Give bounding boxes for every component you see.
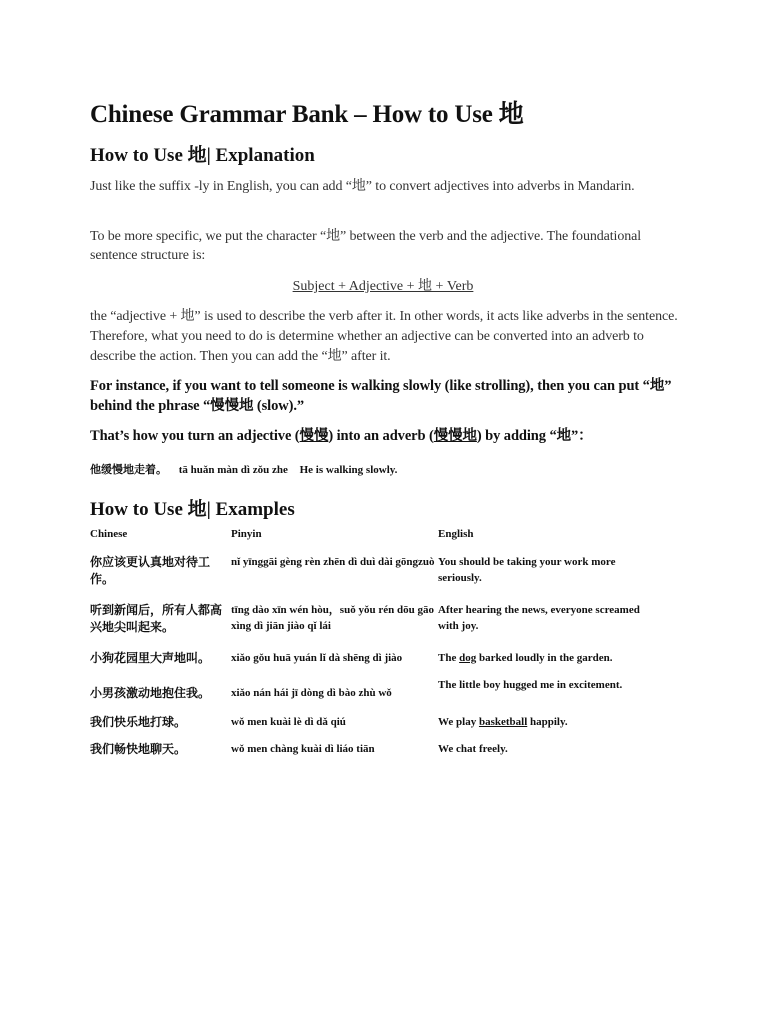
cell-english: We chat freely. — [438, 743, 508, 755]
cell-chinese: 小狗花园里大声地叫。 — [90, 651, 211, 665]
table-row — [90, 554, 654, 602]
cell-chinese: 听到新闻后，所有人都高兴地尖叫起来。 — [90, 603, 223, 634]
cell-english-post: happily. — [527, 716, 568, 728]
cell-chinese — [90, 677, 231, 714]
example-english: He is walking slowly. — [299, 464, 398, 476]
table-row — [90, 741, 654, 768]
cell-english — [438, 714, 654, 741]
structure-formula: Subject + Adjective + 地 + Verb — [292, 279, 474, 294]
cell-english-underlined: dog — [459, 652, 477, 664]
cell-pinyin: tīng dào xīn wén hòu，suǒ yǒu rén dōu gāo xìng dì jiān jiào qǐ lái — [231, 604, 434, 632]
page-title: Chinese Grammar Bank – How to Use 地 — [90, 101, 524, 128]
example-chinese: 他缓慢地走着。 — [90, 464, 167, 476]
bold-text-mid: ) into an adverb ( — [328, 428, 434, 444]
cell-chinese: 我们畅快地聊天。 — [90, 742, 187, 756]
paragraph-adjective: the “adjective + 地” is used to describe the verb after it. In other words, it acts like adverbs in the sentence. Therefore, what you need to do is determine whether an adjective can be converted into an adverb to describe the action. Then you can add the “地” after it. — [90, 309, 678, 364]
cell-pinyin: wǒ men kuài lè dì dǎ qiú — [231, 716, 346, 728]
bold-text-adverb: 慢慢地 — [433, 428, 477, 444]
cell-pinyin-text: xiǎo nán hái jī dòng dì bào zhù wǒ — [231, 687, 392, 699]
bold-paragraph-instance: For instance, if you want to tell someone is walking slowly (like strolling), then you can put “地” behind the phrase “慢慢地 (slow).” — [90, 378, 672, 414]
cell-pinyin — [231, 677, 438, 714]
examples-heading: How to Use 地| Examples — [90, 499, 295, 520]
cell-english-post: barked loudly in the garden. — [476, 652, 613, 664]
cell-chinese: 你应该更认真地对待工作。 — [90, 555, 211, 586]
paragraph-specific: To be more specific, we put the character “地” between the verb and the adjective. The foundational sentence structure is: — [90, 229, 642, 263]
explanation-heading: How to Use 地| Explanation — [90, 145, 315, 166]
table-row — [90, 677, 654, 714]
example-pinyin: tā huǎn màn dì zǒu zhe — [178, 464, 288, 476]
cell-english: After hearing the news, everyone screamed with joy. — [438, 604, 640, 632]
table-row — [90, 602, 654, 650]
cell-chinese-text: 小男孩激动地抱住我。 — [90, 686, 211, 700]
table-row — [90, 714, 654, 741]
example-sentence — [90, 461, 406, 477]
cell-chinese: 我们快乐地打球。 — [90, 715, 187, 729]
cell-english-pre: We play — [438, 716, 479, 728]
cell-english-underlined: basketball — [478, 716, 528, 728]
bold-text-adjective: 慢慢 — [299, 428, 329, 444]
cell-english — [438, 650, 654, 677]
bold-text-pre: That’s how you turn an adjective ( — [90, 428, 300, 444]
cell-pinyin: nǐ yīnggāi gèng rèn zhēn dì duì dài gōngzuò — [231, 556, 435, 568]
table-row — [90, 650, 654, 677]
paragraph-suffix: Just like the suffix -ly in English, you can add “地” to convert adjectives into adverbs in Mandarin. — [90, 179, 635, 194]
header-english: English — [438, 528, 474, 540]
header-chinese: Chinese — [90, 528, 128, 540]
bold-paragraph-turn — [90, 426, 682, 446]
bold-text-post: ) by adding “地”： — [476, 428, 593, 444]
examples-table — [90, 526, 654, 768]
cell-english-pre: The — [438, 652, 460, 664]
table-header-row — [90, 526, 654, 554]
cell-english: The little boy hugged me in excitement. — [438, 679, 623, 691]
cell-pinyin: wǒ men chàng kuài dì liáo tiān — [231, 743, 375, 755]
cell-english: You should be taking your work more seriously. — [438, 556, 616, 584]
cell-pinyin: xiǎo gǒu huā yuán lǐ dà shēng dì jiào — [231, 652, 403, 664]
header-pinyin: Pinyin — [231, 528, 262, 540]
